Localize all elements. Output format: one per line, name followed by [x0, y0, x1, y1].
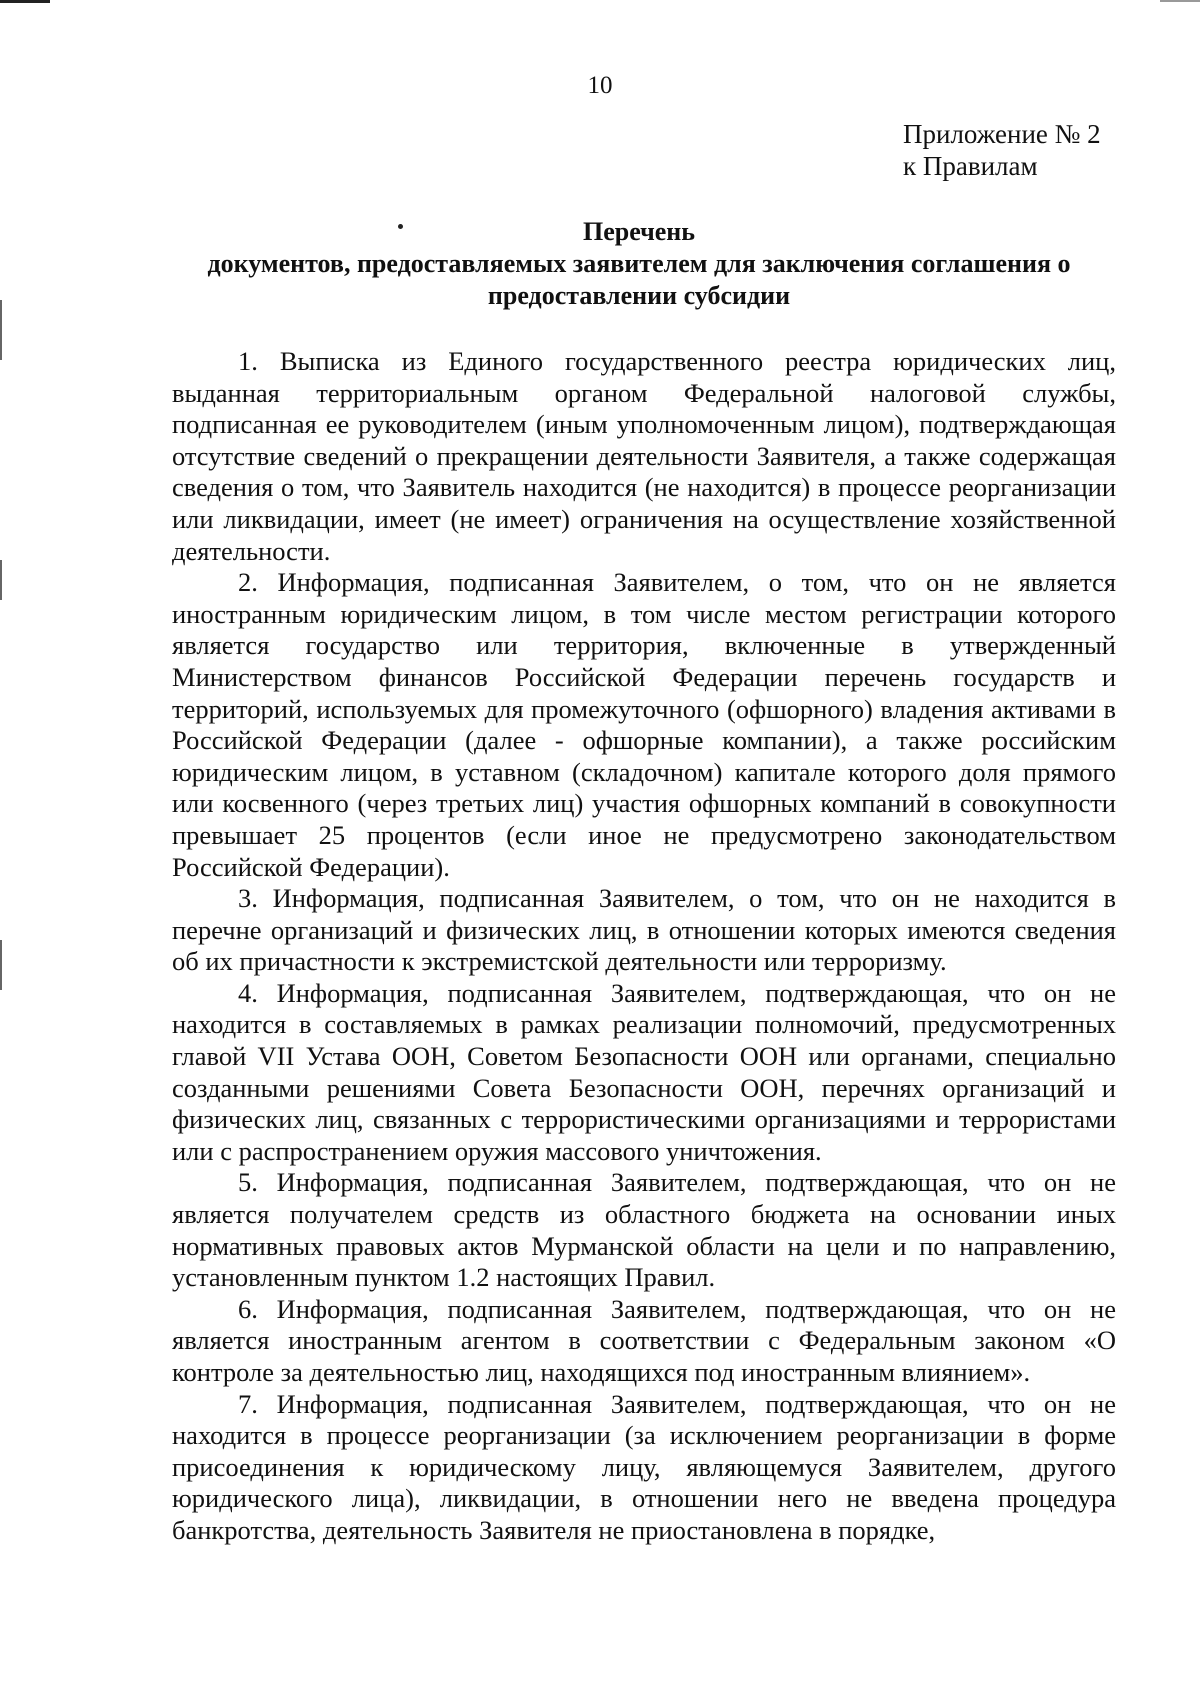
appendix-line-2: к Правилам	[903, 151, 1038, 181]
title-line-2: документов, предоставляемых заявителем для заключения соглашения о предоставлении субсидии	[207, 249, 1071, 310]
scan-edge-mark	[0, 560, 2, 600]
list-item-3: 3. Информация, подписанная Заявителем, о том, что он не находится в перечне организаций и физических лиц, в отношении которых имеются сведения об их причастности к экстремистской деятельности или терроризму.	[172, 883, 1116, 977]
page-number: 10	[587, 72, 613, 99]
list-item-2: 2. Информация, подписанная Заявителем, о том, что он не является иностранным юридическим лицом, в том числе местом регистрации которого является государство или территория, включенные в утвержденный Министерством финансов Российской Федерации перечень государств и территорий, используемых для промежуточного (офшорного) владения активами в Российской Федерации (далее - офшорные компании), а также российским юридическим лицом, в уставном (складочном) капитале которого доля прямого или косвенного (через третьих лиц) участия офшорных компаний в совокупности превышает 25 процентов (если иное не предусмотрено законодательством Российской Федерации).	[172, 567, 1116, 882]
list-item-4: 4. Информация, подписанная Заявителем, подтверждающая, что он не находится в составляемых в рамках реализации полномочий, предусмотренных главой VII Устава ООН, Советом Безопасности ООН или органами, специально созданными решениями Совета Безопасности ООН, перечнях организаций и физических лиц, связанных с террористическими организациями и террористами или с распространением оружия массового уничтожения.	[172, 977, 1116, 1166]
scan-edge-mark	[0, 940, 2, 990]
scan-edge-mark	[0, 0, 50, 3]
list-item-7: 7. Информация, подписанная Заявителем, подтверждающая, что он не находится в процессе реорганизации (за исключением реорганизации в форме присоединения к юридическому лицу, являющемуся Заявителем, другого юридического лица), ликвидации, в отношении него не введена процедура банкротства, деятельность Заявителя не приостановлена в порядке,	[172, 1388, 1116, 1545]
document-title	[160, 216, 1118, 312]
list-item-5: 5. Информация, подписанная Заявителем, подтверждающая, что он не является получателем средств из областного бюджета на основании иных нормативных правовых актов Мурманской области на цели и по направлению, установленным пунктом 1.2 настоящих Правил.	[172, 1167, 1116, 1293]
document-body	[172, 346, 1116, 1547]
list-item-6: 6. Информация, подписанная Заявителем, подтверждающая, что он не является иностранным агентом в соответствии с Федеральным законом «О контроле за деятельностью лиц, находящихся под иностранным влиянием».	[172, 1293, 1116, 1387]
title-line-1: Перечень	[582, 217, 696, 246]
scan-edge-mark	[1160, 0, 1200, 2]
appendix-reference	[903, 118, 1101, 182]
scan-edge-mark	[0, 300, 2, 360]
list-item-1: 1. Выписка из Единого государственного реестра юридических лиц, выданная территориальным органом Федеральной налоговой службы, подписанная ее руководителем (иным уполномоченным лицом), подтверждающая отсутствие сведений о прекращении деятельности Заявителя, а также содержащая сведения о том, что Заявитель находится (не находится) в процессе реорганизации или ликвидации, имеет (не имеет) ограничения на осуществление хозяйственной деятельности.	[172, 346, 1116, 566]
appendix-line-1: Приложение № 2	[903, 119, 1101, 149]
